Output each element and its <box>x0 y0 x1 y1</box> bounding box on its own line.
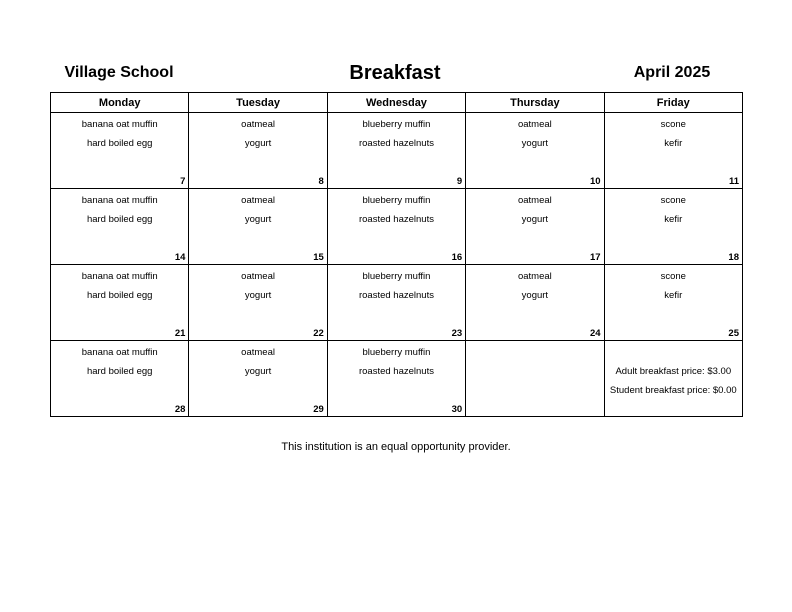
menu-item: yogurt <box>244 366 272 377</box>
day-cell <box>327 265 465 341</box>
day-number: 17 <box>589 252 601 263</box>
day-number: 25 <box>728 328 739 339</box>
menu-item: roasted hazelnuts <box>358 366 434 377</box>
menu-item: scone <box>660 271 686 282</box>
day-number: 16 <box>451 252 463 263</box>
menu-item: yogurt <box>521 290 549 301</box>
day-cell <box>466 189 604 265</box>
menu-item: oatmeal <box>517 119 552 130</box>
day-cell <box>189 341 327 417</box>
weekday-header: Friday <box>604 93 742 113</box>
day-cell <box>327 113 465 189</box>
day-number: 18 <box>728 252 739 263</box>
student-price: Student breakfast price: $0.00 <box>609 385 737 396</box>
day-cell <box>51 189 189 265</box>
day-cell <box>466 113 604 189</box>
menu-item: oatmeal <box>517 271 552 282</box>
menu-item: blueberry muffin <box>362 271 431 282</box>
day-number: 28 <box>174 404 186 415</box>
weekday-header: Monday <box>51 93 189 113</box>
menu-item: banana oat muffin <box>81 271 158 282</box>
day-cell <box>327 341 465 417</box>
week-row <box>51 189 743 265</box>
menu-item: oatmeal <box>241 195 275 206</box>
menu-calendar <box>50 92 743 417</box>
menu-item: oatmeal <box>517 195 552 206</box>
day-number: 9 <box>456 176 463 187</box>
menu-item: kefir <box>664 138 683 149</box>
page-title: Breakfast <box>349 62 441 84</box>
menu-item: yogurt <box>521 214 549 225</box>
menu-item: blueberry muffin <box>362 119 431 130</box>
day-cell <box>51 341 189 417</box>
day-number: 15 <box>313 252 324 263</box>
menu-item: roasted hazelnuts <box>358 138 434 149</box>
footer-statement: This institution is an equal opportunity provider. <box>281 441 511 453</box>
day-cell <box>604 189 742 265</box>
weekday-header: Tuesday <box>189 93 327 113</box>
menu-item: kefir <box>664 290 683 301</box>
day-number: 7 <box>180 176 186 187</box>
day-cell <box>51 113 189 189</box>
menu-item: hard boiled egg <box>86 138 153 149</box>
day-number: 29 <box>313 404 324 415</box>
menu-item: banana oat muffin <box>81 347 158 358</box>
weekday-header-row <box>51 93 743 113</box>
day-cell <box>327 189 465 265</box>
day-number: 10 <box>589 176 601 187</box>
day-cell <box>466 265 604 341</box>
menu-item: scone <box>660 195 686 206</box>
menu-item: scone <box>660 119 686 130</box>
menu-item: yogurt <box>244 290 272 301</box>
day-cell <box>604 113 742 189</box>
day-number: 11 <box>728 176 739 187</box>
price-info-cell <box>604 341 742 417</box>
weekday-header: Wednesday <box>327 93 465 113</box>
week-row <box>51 341 743 417</box>
menu-item: yogurt <box>521 138 549 149</box>
menu-item: hard boiled egg <box>86 290 153 301</box>
menu-item: yogurt <box>244 138 272 149</box>
menu-item: banana oat muffin <box>81 119 158 130</box>
week-row <box>51 265 743 341</box>
adult-price: Adult breakfast price: $3.00 <box>615 366 732 377</box>
week-row <box>51 113 743 189</box>
day-number: 30 <box>451 404 463 415</box>
day-number: 23 <box>451 328 463 339</box>
menu-item: oatmeal <box>241 119 275 130</box>
day-number: 22 <box>313 328 324 339</box>
weekday-header: Thursday <box>466 93 604 113</box>
menu-item: roasted hazelnuts <box>358 214 434 225</box>
day-number: 21 <box>174 328 186 339</box>
day-cell <box>189 265 327 341</box>
page-header <box>50 60 743 90</box>
menu-item: hard boiled egg <box>86 214 153 225</box>
empty-day-cell <box>466 341 604 417</box>
day-number: 14 <box>174 252 186 263</box>
school-name: Village School <box>64 64 174 81</box>
menu-item: blueberry muffin <box>362 347 431 358</box>
day-cell <box>51 265 189 341</box>
day-number: 24 <box>589 328 601 339</box>
menu-item: kefir <box>664 214 683 225</box>
month-label: April 2025 <box>633 64 711 81</box>
day-cell <box>189 189 327 265</box>
day-cell <box>604 265 742 341</box>
menu-item: yogurt <box>244 214 272 225</box>
day-cell <box>189 113 327 189</box>
menu-item: banana oat muffin <box>81 195 158 206</box>
menu-item: blueberry muffin <box>362 195 431 206</box>
menu-item: oatmeal <box>241 271 275 282</box>
day-number: 8 <box>318 176 324 187</box>
menu-item: roasted hazelnuts <box>358 290 434 301</box>
menu-item: hard boiled egg <box>86 366 153 377</box>
menu-item: oatmeal <box>241 347 275 358</box>
